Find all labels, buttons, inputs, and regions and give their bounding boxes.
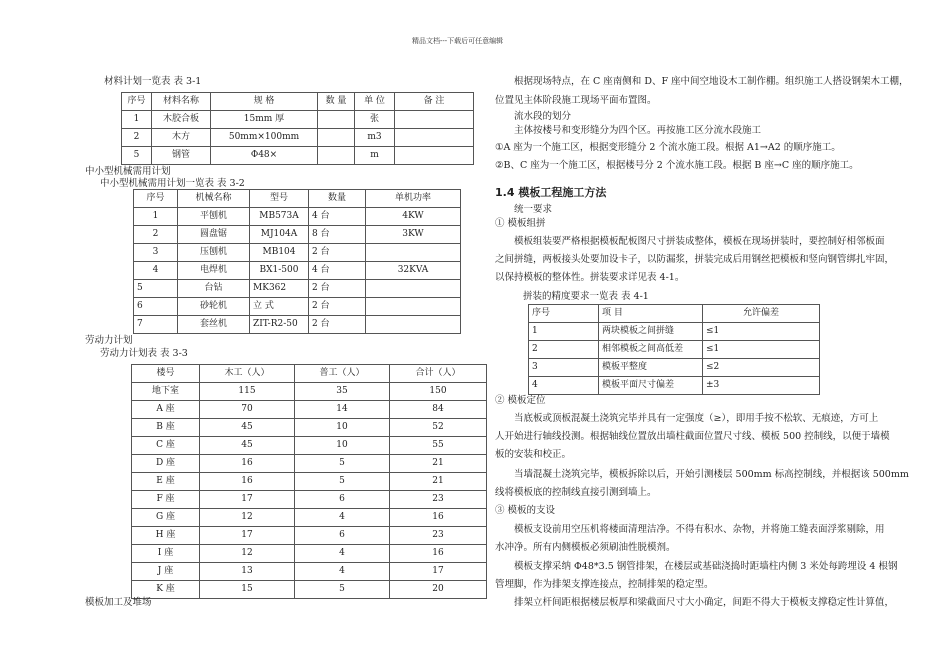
table-cell: 55 (390, 437, 487, 455)
table-cell: 2 (529, 341, 599, 359)
table-cell: 4KW (366, 208, 461, 226)
table-cell: 1 (122, 111, 152, 129)
paragraph-positioning-1: 当底板或顶板混凝土浇筑完毕并具有一定强度（≥），即用手按不松软、无痕迹，方可上 (514, 413, 879, 424)
table-cell: 45 (200, 437, 295, 455)
table-cell (318, 147, 355, 165)
table-cell: 15mm 厚 (211, 111, 318, 129)
table-cell: 35 (295, 383, 390, 401)
paragraph-positioning-3: 板的安装和校正。 (495, 449, 572, 460)
table-cell: 6 (295, 491, 390, 509)
table-3-2-title: 中小型机械需用计划一览表 表 3-2 (100, 178, 245, 189)
table-row (529, 341, 820, 359)
table-row (529, 377, 820, 395)
table-cell: 张 (355, 111, 395, 129)
table-cell: MB104 (250, 244, 309, 262)
table-cell: 钢管 (152, 147, 211, 165)
table-cell (366, 244, 461, 262)
table-cell: ≤1 (703, 341, 820, 359)
table-cell: 20 (390, 581, 487, 599)
table-cell: 21 (390, 473, 487, 491)
table-cell: 10 (295, 419, 390, 437)
table-cell: F 座 (132, 491, 200, 509)
paragraph-workshop-2: 位置见主体阶段施工现场平面布置图。 (495, 95, 657, 106)
paragraph-support-2: 水冲净。所有内侧模板必须刷油性脱模剂。 (495, 542, 676, 553)
table-cell: 4 台 (309, 262, 366, 280)
table-cell: 两块模板之间拼缝 (599, 323, 703, 341)
table-row (132, 455, 487, 473)
table-row (122, 111, 474, 129)
table-cell: MK362 (250, 280, 309, 298)
table-cell: 套丝机 (178, 316, 250, 334)
table-cell: C 座 (132, 437, 200, 455)
table-row (134, 298, 461, 316)
table-cell: 70 (200, 401, 295, 419)
table-row (132, 401, 487, 419)
table-cell: ZIT-R2-50 (250, 316, 309, 334)
table-cell: 数 量 (318, 93, 355, 111)
section-title-1-4: 1.4 模板工程施工方法 (495, 186, 607, 199)
table-cell: 6 (295, 527, 390, 545)
table-cell: 5 (295, 455, 390, 473)
table-row (132, 509, 487, 527)
table-cell: 压刨机 (178, 244, 250, 262)
table-4-1-title: 拼装的精度要求一览表 表 4-1 (523, 291, 649, 302)
paragraph-scaffold-2: 管埋脚，作为排架支撑连接点，控制排架的稳定型。 (495, 579, 714, 590)
table-cell: 10 (295, 437, 390, 455)
paragraph-assembly-3: 以保持模板的整体性。拼装要求详见表 4-1。 (495, 272, 685, 283)
table-row (132, 581, 487, 599)
table-cell: 项 目 (599, 305, 703, 323)
table-cell: 型号 (250, 190, 309, 208)
table-cell: 圆盘锯 (178, 226, 250, 244)
table-row (132, 545, 487, 563)
table-row (132, 419, 487, 437)
table-cell: 立 式 (250, 298, 309, 316)
paragraph-scaffold-1: 模板支撑采纳 Φ48*3.5 钢管排架，在楼层或基础浇捣时距墙柱内侧 3 米处每跨埋设 4 根钢 (514, 561, 898, 572)
table-cell: G 座 (132, 509, 200, 527)
table-cell: 4 (295, 563, 390, 581)
formwork-support-heading: ③ 模板的支设 (495, 505, 556, 516)
table-cell: 84 (390, 401, 487, 419)
table-cell: 16 (390, 545, 487, 563)
table-row (132, 527, 487, 545)
table-cell: 地下室 (132, 383, 200, 401)
table-cell: E 座 (132, 473, 200, 491)
table-cell: ≤2 (703, 359, 820, 377)
table-cell: m3 (355, 129, 395, 147)
table-cell: 序号 (529, 305, 599, 323)
paragraph-flow-intro: 主体按楼号和变形缝分为四个区。再按施工区分流水段施工 (514, 125, 762, 136)
table-header-row (122, 93, 474, 111)
table-cell: 17 (200, 491, 295, 509)
table-cell: D 座 (132, 455, 200, 473)
table-cell (318, 129, 355, 147)
table-cell: 单机功率 (366, 190, 461, 208)
table-row (134, 208, 461, 226)
table-header-row (134, 190, 461, 208)
table-row (134, 244, 461, 262)
table-cell: 17 (200, 527, 295, 545)
table-cell: 木胶合板 (152, 111, 211, 129)
table-cell: 3 (134, 244, 178, 262)
table-row (132, 491, 487, 509)
table-cell: 21 (390, 455, 487, 473)
table-cell: 机械名称 (178, 190, 250, 208)
table-cell: J 座 (132, 563, 200, 581)
table-cell: 5 (122, 147, 152, 165)
table-3-3-title: 劳动力计划表 表 3-3 (100, 348, 188, 359)
table-cell: B 座 (132, 419, 200, 437)
table-cell: 6 (134, 298, 178, 316)
page-header: 精品文档---下载后可任意编辑 (412, 37, 504, 45)
table-row (132, 383, 487, 401)
table-cell: 砂轮机 (178, 298, 250, 316)
table-cell: 4 (134, 262, 178, 280)
table-cell: m (355, 147, 395, 165)
table-cell (395, 147, 474, 165)
table-cell: 2 (134, 226, 178, 244)
table-cell (366, 280, 461, 298)
general-requirements-heading: 统一要求 (514, 204, 553, 215)
labor-plan-table (131, 364, 487, 599)
table-cell: 17 (390, 563, 487, 581)
table-cell: ≤1 (703, 323, 820, 341)
table-cell: 2 台 (309, 298, 366, 316)
labor-plan-heading: 劳动力计划 (85, 335, 133, 346)
table-cell: 序号 (122, 93, 152, 111)
table-cell: H 座 (132, 527, 200, 545)
table-cell: 13 (200, 563, 295, 581)
table-cell: 12 (200, 509, 295, 527)
table-cell: 23 (390, 491, 487, 509)
table-cell: 模板平整度 (599, 359, 703, 377)
table-cell: 普工（人） (295, 365, 390, 383)
formwork-positioning-heading: ② 模板定位 (495, 395, 546, 406)
table-cell: 备 注 (395, 93, 474, 111)
table-cell: 规 格 (211, 93, 318, 111)
table-cell: 合计（人） (390, 365, 487, 383)
table-cell: 4 台 (309, 208, 366, 226)
table-cell: 115 (200, 383, 295, 401)
table-cell: 8 台 (309, 226, 366, 244)
table-cell: 2 台 (309, 244, 366, 262)
table-row (132, 563, 487, 581)
table-cell: 模板平面尺寸偏差 (599, 377, 703, 395)
paragraph-positioning-2: 人开始进行轴线投测。根据轴线位置放出墙柱截面位置尺寸线、模板 500 控制线，以便于墙模 (495, 431, 890, 442)
formwork-processing-heading: 模板加工及堆场 (85, 597, 152, 608)
table-cell: 楼号 (132, 365, 200, 383)
table-cell: ±3 (703, 377, 820, 395)
material-plan-table (121, 92, 474, 165)
table-cell: 电焊机 (178, 262, 250, 280)
table-cell (366, 316, 461, 334)
paragraph-zone-a: ①A 座为一个施工区，根据变形缝分 2 个流水施工段。根据 A1→A2 的顺序施工。 (495, 142, 841, 153)
table-cell: 12 (200, 545, 295, 563)
paragraph-zone-bc: ②B、C 座为一个施工区，根据楼号分 2 个流水施工段。根据 B 座→C 座的顺序施工。 (495, 160, 859, 171)
table-cell: 16 (390, 509, 487, 527)
table-cell: 序号 (134, 190, 178, 208)
table-cell: 1 (529, 323, 599, 341)
table-cell: 相邻模板之间高低差 (599, 341, 703, 359)
table-row (122, 129, 474, 147)
table-cell (366, 298, 461, 316)
table-cell: 木方 (152, 129, 211, 147)
table-cell (395, 129, 474, 147)
table-cell: 5 (295, 473, 390, 491)
table-cell: 1 (134, 208, 178, 226)
table-cell: A 座 (132, 401, 200, 419)
paragraph-workshop-1: 根据现场特点，在 C 座南侧和 D、F 座中间空地设木工制作棚。组织施工人搭设钢架木工棚， (514, 76, 909, 87)
table-3-1-title: 材料计划一览表 表 3-1 (104, 76, 202, 87)
table-cell: 5 (295, 581, 390, 599)
table-row (529, 359, 820, 377)
table-header-row (132, 365, 487, 383)
mechanical-plan-heading: 中小型机械需用计划 (85, 166, 171, 177)
paragraph-scaffold-3: 排架立杆间距根据楼层板厚和梁截面尺寸大小确定，间距不得大于模板支撑稳定性计算值， (514, 597, 895, 608)
table-row (132, 437, 487, 455)
paragraph-elevation-1: 当墙混凝土浇筑完毕，模板拆除以后，开始引测楼层 500mm 标高控制线，并根据该 500mm (514, 469, 909, 480)
table-cell: 2 (122, 129, 152, 147)
table-cell: 4 (295, 545, 390, 563)
table-header-row (529, 305, 820, 323)
table-cell: 16 (200, 473, 295, 491)
table-cell: 16 (200, 455, 295, 473)
table-row (134, 262, 461, 280)
table-cell (395, 111, 474, 129)
paragraph-elevation-2: 线将模板底的控制线直接引测到墙上。 (495, 487, 657, 498)
table-cell: 7 (134, 316, 178, 334)
table-cell: 材料名称 (152, 93, 211, 111)
table-cell: K 座 (132, 581, 200, 599)
table-cell: 14 (295, 401, 390, 419)
table-cell: 23 (390, 527, 487, 545)
table-cell: Φ48× (211, 147, 318, 165)
table-cell: 4 (529, 377, 599, 395)
table-cell (318, 111, 355, 129)
table-row (122, 147, 474, 165)
table-cell: 台钻 (178, 280, 250, 298)
table-cell: 平刨机 (178, 208, 250, 226)
table-cell: 2 台 (309, 280, 366, 298)
table-row (134, 280, 461, 298)
table-cell: 52 (390, 419, 487, 437)
table-row (529, 323, 820, 341)
table-cell: 2 台 (309, 316, 366, 334)
table-cell: 木工（人） (200, 365, 295, 383)
table-cell: 4 (295, 509, 390, 527)
table-cell: 允许偏差 (703, 305, 820, 323)
paragraph-assembly-1: 模板组装要严格根据模板配板图尺寸拼装成整体，模板在现场拼装时，要控制好相邻板面 (514, 236, 885, 247)
table-cell: I 座 (132, 545, 200, 563)
paragraph-assembly-2: 之间拼缝，两板接头处要加设卡子，以防漏浆，拼装完成后用钢丝把模板和竖向钢管绑扎牢固， (495, 254, 895, 265)
table-cell: MJ104A (250, 226, 309, 244)
table-row (132, 473, 487, 491)
table-cell: 32KVA (366, 262, 461, 280)
table-cell: 5 (134, 280, 178, 298)
assembly-precision-table (528, 304, 820, 395)
table-cell: 单 位 (355, 93, 395, 111)
table-cell: 3KW (366, 226, 461, 244)
table-row (134, 316, 461, 334)
table-cell: MB573A (250, 208, 309, 226)
table-cell: 15 (200, 581, 295, 599)
table-cell: BX1-500 (250, 262, 309, 280)
paragraph-support-1: 模板支设前用空压机将楼面清理洁净。不得有积水、杂物，并将施工缝表面浮浆剔除，用 (514, 524, 885, 535)
table-cell: 3 (529, 359, 599, 377)
flow-section-heading: 流水段的划分 (514, 111, 572, 122)
table-cell: 数量 (309, 190, 366, 208)
table-cell: 150 (390, 383, 487, 401)
mechanical-plan-table (133, 189, 461, 334)
formwork-assembly-heading: ① 模板组拼 (495, 218, 546, 229)
table-cell: 45 (200, 419, 295, 437)
table-row (134, 226, 461, 244)
table-cell: 50mm×100mm (211, 129, 318, 147)
